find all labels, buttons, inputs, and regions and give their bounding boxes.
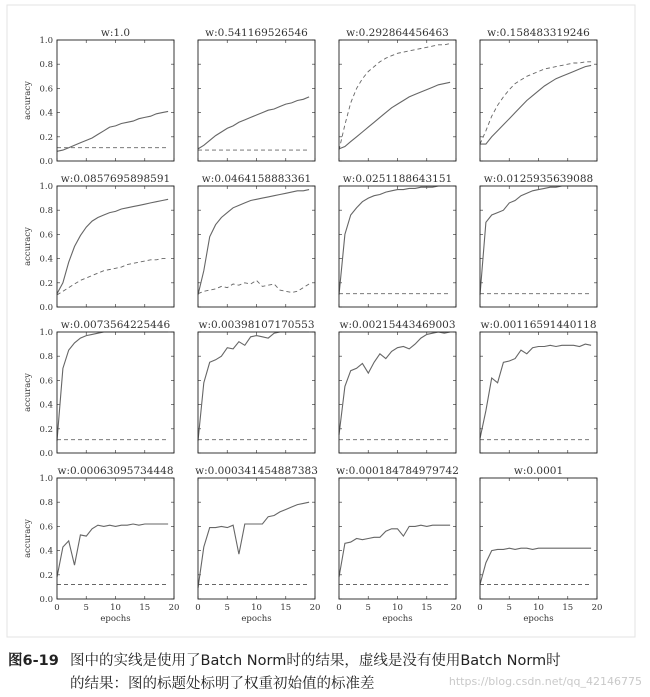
y-tick-label: 0.4: [39, 254, 53, 265]
y-tick-label: 0.2: [39, 424, 53, 435]
subplot-6: [198, 173, 315, 307]
y-tick-label: 0.6: [39, 230, 53, 241]
x-axis-label: epochs: [241, 614, 272, 624]
y-tick-label: 0.4: [39, 108, 53, 119]
subplot-frame: [480, 478, 597, 599]
series-without-batch-norm: [57, 259, 168, 295]
subplot-title: w:0.0251188643151: [342, 173, 453, 185]
y-tick-label: 0.4: [39, 400, 53, 411]
series-with-batch-norm: [57, 524, 168, 577]
series-with-batch-norm: [339, 186, 450, 295]
y-tick-label: 0.6: [39, 522, 53, 533]
subplot-5: [23, 173, 174, 313]
subplot-frame: [198, 478, 315, 599]
subplot-frame: [57, 478, 174, 599]
y-tick-label: 0.0: [39, 449, 53, 459]
subplot-title: w:0.0464158883361: [201, 173, 312, 185]
x-tick-label: 10: [392, 603, 403, 613]
x-tick-label: 5: [224, 603, 230, 613]
subplot-10: [198, 319, 315, 453]
y-tick-label: 0.8: [39, 352, 53, 363]
x-axis-label: epochs: [100, 614, 131, 624]
y-tick-label: 0.2: [39, 278, 53, 289]
y-tick-label: 0.8: [39, 60, 53, 71]
caption-text-1: 图中的实线是使用了Batch Norm时的结果，虚线是没有使用Batch Norm时: [70, 653, 561, 669]
y-axis-label: accuracy: [23, 81, 33, 120]
x-tick-label: 0: [195, 603, 201, 613]
subplot-16: [477, 465, 602, 624]
x-tick-label: 20: [309, 603, 321, 613]
x-tick-label: 10: [110, 603, 121, 613]
y-axis-label: accuracy: [23, 227, 33, 266]
y-tick-label: 1.0: [39, 182, 53, 192]
y-tick-label: 1.0: [39, 474, 53, 484]
series-with-batch-norm: [198, 502, 309, 588]
series-with-batch-norm: [57, 111, 168, 151]
subplot-8: [480, 173, 597, 307]
subplot-4: [480, 27, 597, 161]
subplot-frame: [480, 40, 597, 161]
subplot-title: w:0.0125935639088: [483, 173, 594, 185]
series-with-batch-norm: [480, 186, 591, 295]
y-axis-label: accuracy: [23, 519, 33, 558]
y-tick-label: 0.2: [39, 570, 53, 581]
subplot-title: w:0.00116591440118: [480, 319, 597, 331]
subplot-12: [480, 319, 597, 453]
y-tick-label: 0.4: [39, 546, 53, 557]
x-tick-label: 0: [477, 603, 483, 613]
x-tick-label: 15: [139, 603, 151, 613]
y-tick-label: 1.0: [39, 36, 53, 46]
series-with-batch-norm: [480, 65, 591, 144]
y-tick-label: 0.0: [39, 157, 53, 167]
subplot-3: [339, 27, 456, 161]
y-tick-label: 0.8: [39, 498, 53, 509]
subplot-9: [23, 319, 174, 459]
series-without-batch-norm: [198, 280, 309, 293]
caption-line-2: 的结果：图的标题处标明了权重初始值的标准差: [70, 676, 375, 692]
series-with-batch-norm: [480, 548, 591, 584]
x-tick-label: 10: [533, 603, 544, 613]
x-axis-label: epochs: [523, 614, 554, 624]
y-tick-label: 0.0: [39, 595, 53, 605]
subplot-frame: [57, 332, 174, 453]
subplot-13: [23, 465, 179, 624]
y-axis-label: accuracy: [23, 373, 33, 412]
series-with-batch-norm: [198, 332, 309, 441]
subplot-14: [195, 465, 320, 624]
x-tick-label: 10: [251, 603, 262, 613]
subplot-frame: [480, 186, 597, 307]
subplot-title: w:0.00215443469003: [339, 319, 456, 331]
subplot-title: w:0.000341454887383: [195, 465, 318, 477]
x-tick-label: 15: [280, 603, 292, 613]
subplot-7: [339, 173, 456, 307]
series-with-batch-norm: [198, 190, 309, 295]
series-with-batch-norm: [339, 332, 450, 435]
y-tick-label: 1.0: [39, 328, 53, 338]
y-tick-label: 0.6: [39, 84, 53, 95]
subplot-2: [198, 27, 315, 161]
x-tick-label: 15: [562, 603, 574, 613]
subplot-frame: [198, 186, 315, 307]
x-tick-label: 5: [365, 603, 371, 613]
watermark: https://blog.csdn.net/qq_42146775: [448, 675, 642, 688]
x-tick-label: 0: [54, 603, 60, 613]
subplot-frame: [57, 40, 174, 161]
subplot-frame: [339, 186, 456, 307]
series-without-batch-norm: [339, 44, 450, 151]
subplot-1: [23, 27, 174, 167]
series-with-batch-norm: [57, 199, 168, 293]
figure-number: 图6-19: [8, 653, 59, 669]
x-tick-label: 20: [168, 603, 180, 613]
series-with-batch-norm: [480, 344, 591, 438]
y-tick-label: 0.6: [39, 376, 53, 387]
subplot-title: w:0.00063095734448: [57, 465, 174, 477]
x-tick-label: 20: [450, 603, 462, 613]
subplot-title: w:0.541169526546: [205, 27, 308, 39]
x-tick-label: 20: [591, 603, 603, 613]
x-axis-label: epochs: [382, 614, 413, 624]
subplot-title: w:0.158483319246: [487, 27, 590, 39]
subplot-frame: [339, 40, 456, 161]
subplot-frame: [480, 332, 597, 453]
subplot-title: w:0.0073564225446: [60, 319, 171, 331]
y-tick-label: 0.0: [39, 303, 53, 313]
subplot-frame: [198, 332, 315, 453]
series-with-batch-norm: [339, 525, 450, 577]
caption-line-1: [8, 650, 638, 673]
x-tick-label: 5: [83, 603, 89, 613]
subplot-title: w:1.0: [100, 27, 131, 39]
subplot-title: w:0.0857695898591: [60, 173, 171, 185]
subplot-title: w:0.0001: [513, 465, 564, 477]
x-tick-label: 5: [506, 603, 512, 613]
series-with-batch-norm: [339, 82, 450, 149]
subplot-11: [339, 319, 456, 453]
subplot-title: w:0.000184784979742: [336, 465, 459, 477]
subplot-title: w:0.292864456463: [346, 27, 449, 39]
figure-caption: [8, 650, 638, 696]
series-with-batch-norm: [198, 97, 309, 149]
subplot-15: [336, 465, 461, 624]
series-with-batch-norm: [57, 332, 168, 441]
subplot-title: w:0.00398107170553: [198, 319, 315, 331]
x-tick-label: 0: [336, 603, 342, 613]
subplot-frame: [339, 332, 456, 453]
y-tick-label: 0.8: [39, 206, 53, 217]
x-tick-label: 15: [421, 603, 433, 613]
y-tick-label: 0.2: [39, 132, 53, 143]
